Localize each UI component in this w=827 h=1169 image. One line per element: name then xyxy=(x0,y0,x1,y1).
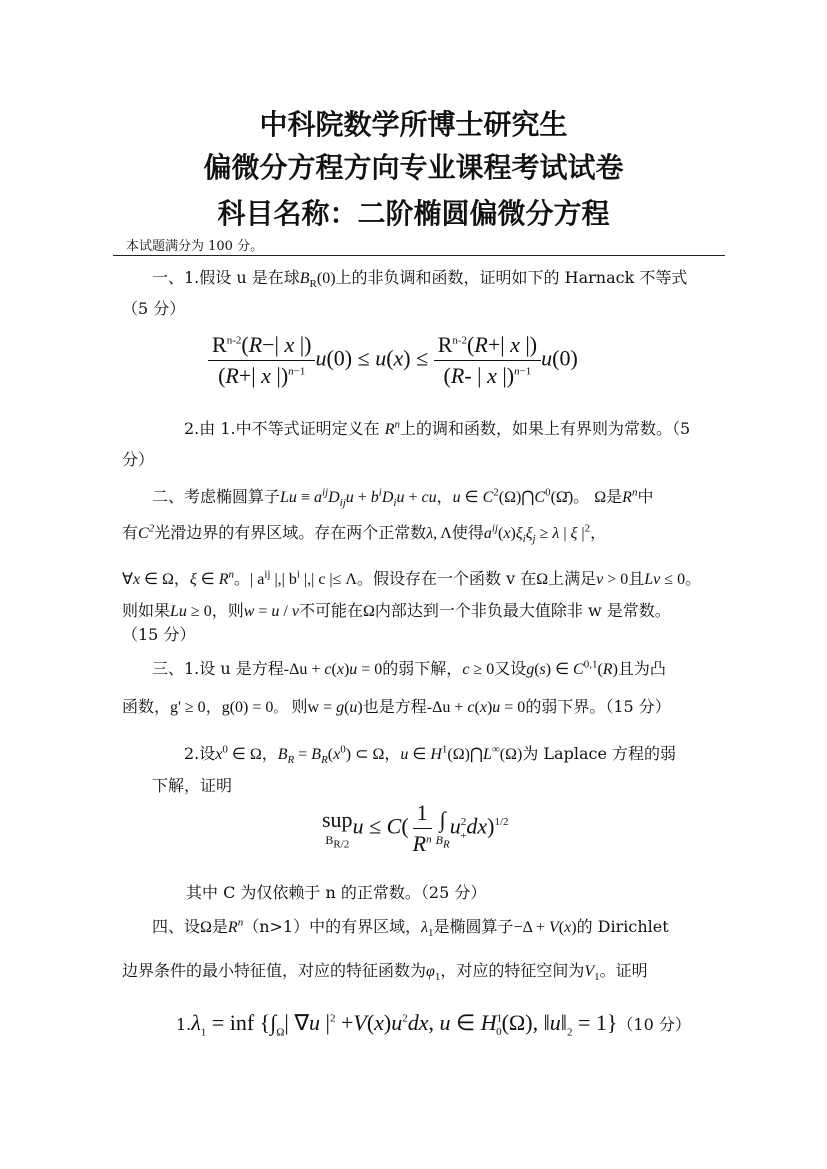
q2-line1: 二、考虑椭圆算子$Lu \equiv a^{ij}D_{ij}u + b^iD_iu$ + cu，u ∈ $C^2(\Omega)⋂C^0(\Omegā)$。 Ω是$R^n$中 xyxy=(152,486,654,510)
q3-part1-line2: 函数，g' ≥ 0，g(0) = 0。 则w = g(u)也是方程-Δu + c(x)u = 0的弱下界。（15 分） xyxy=(122,697,671,716)
exam-title-line1: 中科院数学所博士研究生 xyxy=(259,108,568,141)
q3-part2-line2: 下解，证明 xyxy=(152,776,233,795)
sup-estimate: sup $B_{R/2}$ u ≤ C( $\frac{1}{R^n}$ ∫ $B_R$ $u^2_+dx)^{1/2}$ xyxy=(322,800,509,856)
q2-line3: ∀x ∈ Ω，ξ ∈ $R^n$。| $a^{ij}$ |,| $b^i$ |,| c |≤ Λ。假设存在一个函数 v 在Ω上满足v > 0且Lv ≤ 0。 xyxy=(122,568,702,588)
q4-line2: 边界条件的最小特征值，对应的特征函数为$\varphi_1$，对应的特征空间为$V_1$。证明 xyxy=(122,961,648,984)
exam-title-line2: 偏微分方程方向专业课程考试试卷 xyxy=(203,151,624,184)
q2-line4: 则如果Lu ≥ 0，则w = u / v不可能在Ω内部达到一个非负最大值除非 w 是常数。 xyxy=(122,601,671,620)
q3-part1-line1: 三、1.设 u 是方程-Δu + c(x)u = 0的弱下解，c ≥ 0又设g(s) ∈ C$^{0,1}$(R)且为凸 xyxy=(152,658,666,678)
harnack-inequality: $\frac{R^{n-2}(R-| x |)}{(R+| x |)^{n-1}}$ u(0) ≤ u(x) ≤ $\frac{R^{n-2}(R+| x |)}{(R- | x |)^{n-1}}$ u(0) xyxy=(208,332,578,389)
header-divider xyxy=(113,255,725,256)
q3-part2-note: 其中 C 为仅依赖于 n 的正常数。（25 分） xyxy=(186,883,487,902)
q1-part2-end: 分） xyxy=(122,450,155,469)
q2-score: （15 分） xyxy=(122,625,196,644)
q2-line2: 有$C^2$光滑边界的有界区域。存在两个正常数λ, Λ使得$a^{ij}(x)\xi_i\xi_j \ge \lambda$ | ξ $|^2$， xyxy=(122,522,607,546)
score-note: 本试题满分为 100 分。 xyxy=(126,239,264,254)
q4-line1: 四、设Ω是$R^n(n>1)$中的有界区域，$\lambda_1$是椭圆算子−Δ + V(x)的 Dirichlet xyxy=(152,916,669,940)
q4-item1: $1.\lambda_1$ = inf {$\int_\Omega|$ ∇u $|^2 +V(x)u^2dx$, u ∈ $H^1_0(\Omega)$, $‖u‖_2 = 1\}(10$ 分） xyxy=(176,1010,691,1039)
q1-part2: 2.由 1.中不等式证明定义在 $R^n$上的调和函数，如果上有界则为常数。（5 xyxy=(184,418,691,438)
q1-intro: 一、1.假设 u 是在球$B_R(0)$上的非负调和函数，证明如下的 Harnack 不等式 xyxy=(152,268,688,291)
q3-part2-line1: 2.设$x^0$ ∈ Ω，$B_R = B_R(x^0)$ ⊂ Ω，u ∈ $H^1(\Omega)⋂L^\infty(\Omega)$为 Laplace 方程的弱 xyxy=(184,743,677,767)
exam-title-line3: 科目名称：二阶椭圆偏微分方程 xyxy=(217,197,610,230)
q1-score: （5 分） xyxy=(122,299,186,318)
